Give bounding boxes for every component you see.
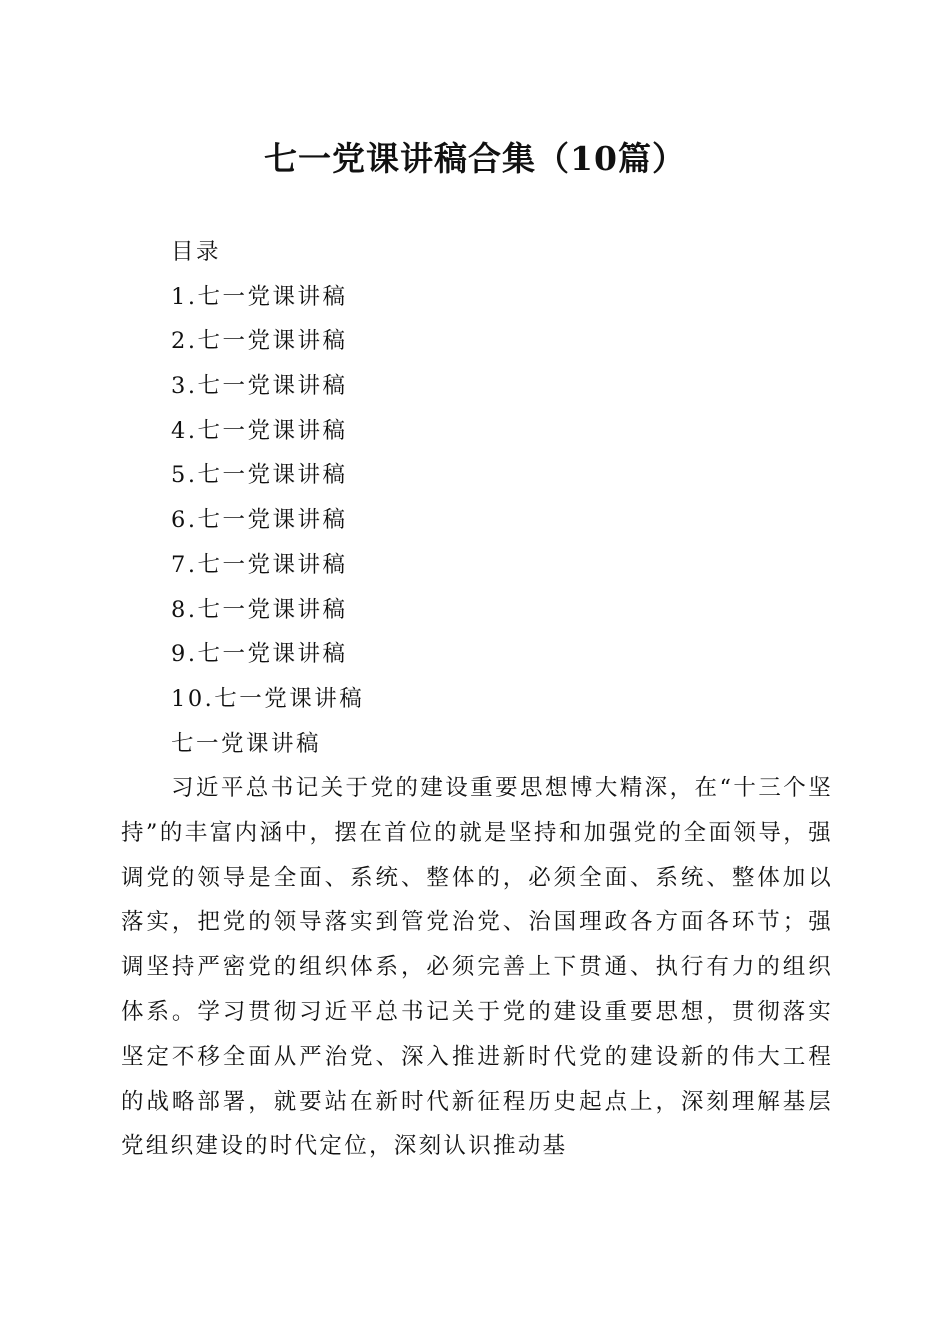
document-title: 七一党课讲稿合集（10篇） bbox=[264, 139, 686, 178]
toc-item: 9.七一党课讲稿 bbox=[171, 641, 348, 668]
toc-heading: 目录 bbox=[171, 239, 222, 265]
section-heading: 七一党课讲稿 bbox=[171, 731, 322, 757]
body-paragraph: 习近平总书记关于党的建设重要思想博大精深，在“十三个坚持”的丰富内涵中，摆在首位的就是坚持和加强党的全面领导，强调党的领导是全面、系统、整体的，必须全面、系统、整体加以落实，把党的领导落实到管党治党、治国理政各方面各环节；强调坚持严密党的组织体系，必须完善上下贯通、执行有力的组织体系。学习贯彻习近平总书记关于党的建设重要思想，贯彻落实坚定不移全面从严治党、深入推进新时代党的建设新的伟大工程的战略部署，就要站在新时代新征程历史起点上，深刻理解基层党组织建设的时代定位，深刻认识推动基 bbox=[121, 775, 833, 1160]
toc-item: 2.七一党课讲稿 bbox=[171, 328, 348, 355]
toc-item: 8.七一党课讲稿 bbox=[171, 596, 348, 623]
toc-item: 7.七一党课讲稿 bbox=[171, 551, 348, 578]
toc-item: 6.七一党课讲稿 bbox=[171, 507, 348, 534]
toc-item: 4.七一党课讲稿 bbox=[171, 417, 348, 444]
toc-item: 3.七一党课讲稿 bbox=[171, 373, 348, 400]
toc-item: 1.七一党课讲稿 bbox=[171, 283, 348, 310]
toc-item: 5.七一党课讲稿 bbox=[171, 462, 348, 489]
table-of-contents bbox=[171, 230, 871, 722]
toc-item: 10.七一党课讲稿 bbox=[171, 685, 365, 712]
